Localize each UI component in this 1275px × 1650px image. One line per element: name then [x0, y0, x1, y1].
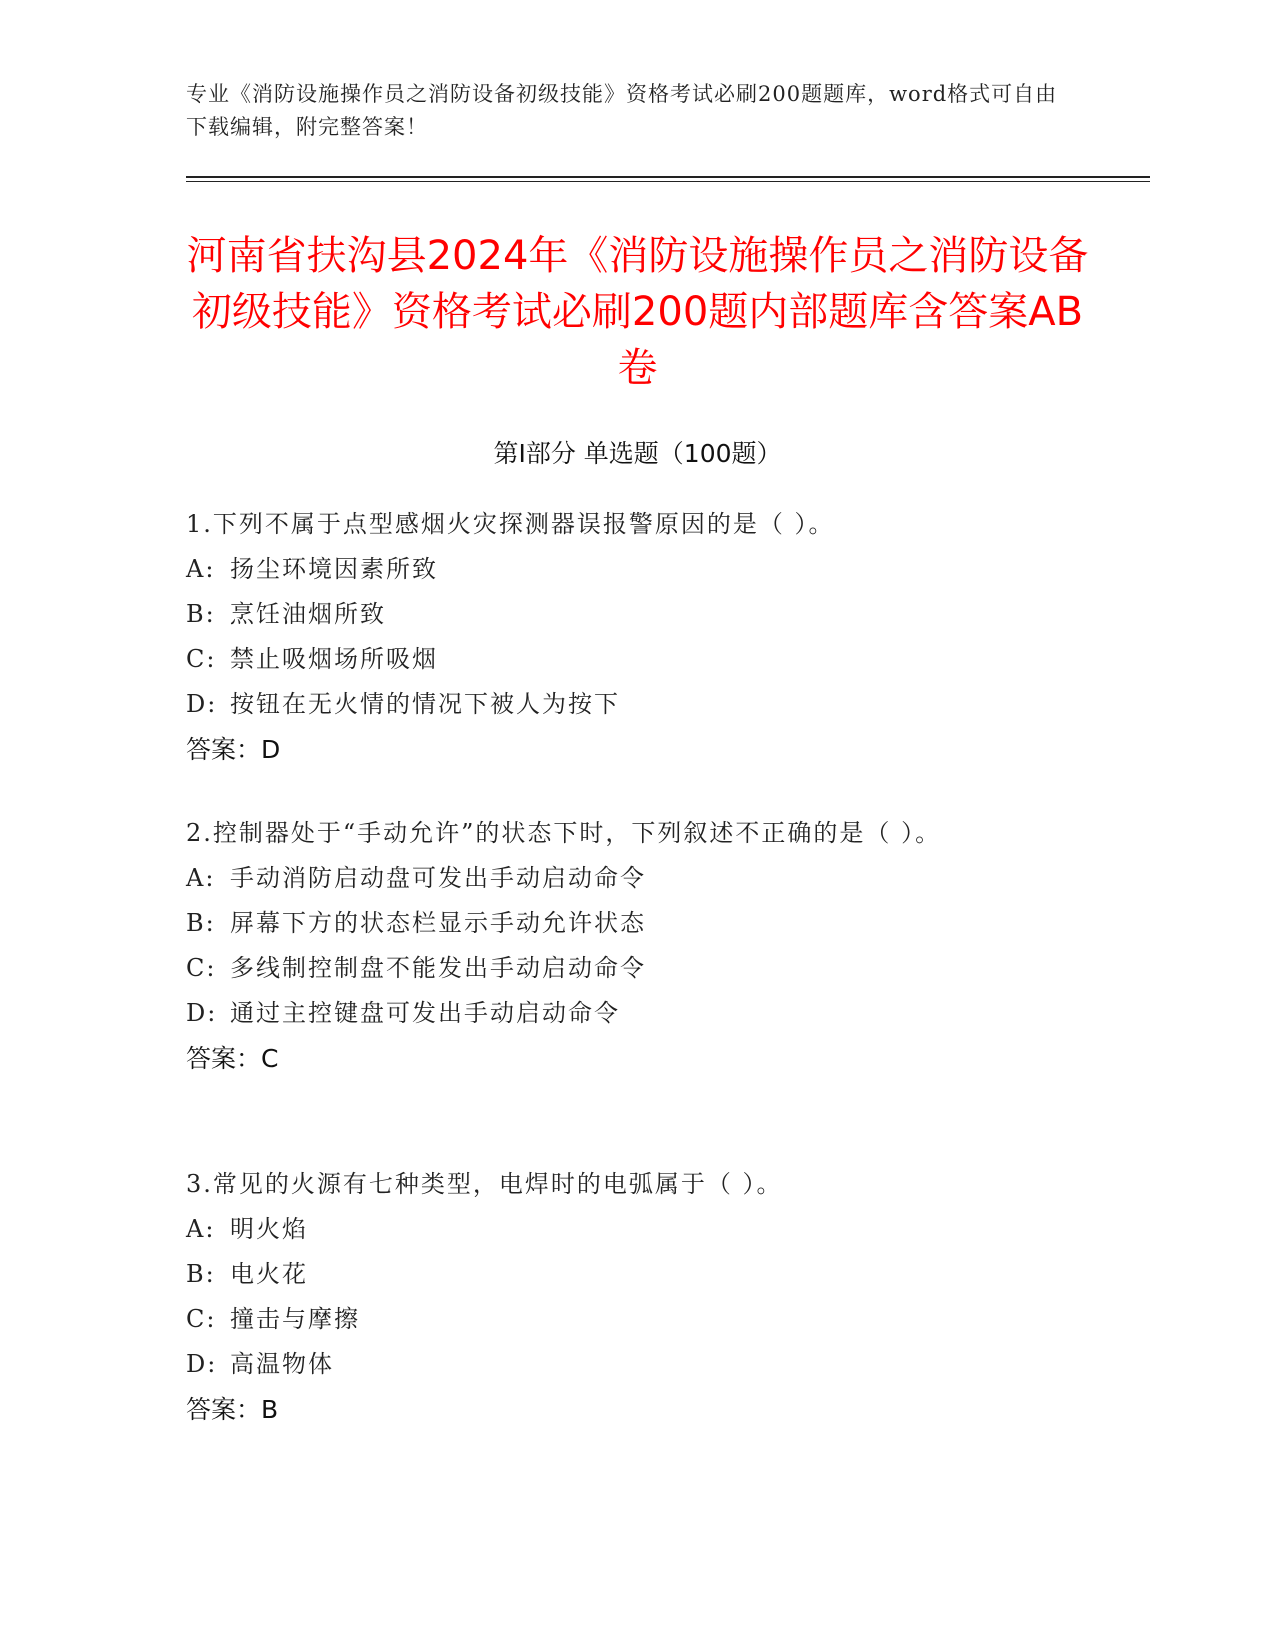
option-b — [186, 1252, 1066, 1297]
option-text: 明火焰 — [230, 1215, 308, 1243]
question-text: 3.常见的火源有七种类型，电焊时的电弧属于（ ）。 — [186, 1170, 783, 1198]
answer-label: 答案： — [186, 735, 262, 764]
option-key: C: — [186, 1305, 217, 1333]
option-text: 通过主控键盘可发出手动启动命令 — [230, 999, 620, 1027]
option-b — [186, 901, 1066, 946]
question-1 — [186, 502, 1066, 772]
option-key: B: — [186, 1260, 216, 1288]
option-a — [186, 1207, 1066, 1252]
option-key: C: — [186, 954, 217, 982]
option-key: B: — [186, 600, 216, 628]
option-key: D: — [186, 999, 218, 1027]
option-c — [186, 1297, 1066, 1342]
header-divider-thin — [186, 181, 1150, 182]
option-d — [186, 1342, 1066, 1387]
option-key: D: — [186, 690, 218, 718]
answer-line — [186, 727, 1066, 772]
option-key: B: — [186, 909, 216, 937]
option-a — [186, 547, 1066, 592]
question-2 — [186, 810, 1066, 1081]
option-key: C: — [186, 645, 217, 673]
option-key: A: — [186, 864, 216, 892]
answer-label: 答案： — [186, 1044, 262, 1073]
answer-value: B — [261, 1395, 279, 1424]
option-text: 多线制控制盘不能发出手动启动命令 — [230, 954, 646, 982]
header-note: 专业《消防设施操作员之消防设备初级技能》资格考试必刷200题题库，word格式可自由下载编辑，附完整答案！ — [186, 82, 1058, 139]
answer-value: C — [261, 1044, 279, 1073]
option-text: 手动消防启动盘可发出手动启动命令 — [230, 864, 646, 892]
option-c — [186, 637, 1066, 682]
option-d — [186, 991, 1066, 1036]
option-key: A: — [186, 555, 216, 583]
option-d — [186, 682, 1066, 727]
header-divider-thick — [186, 176, 1150, 178]
document-title: 河南省扶沟县2024年《消防设施操作员之消防设备初级技能》资格考试必刷200题内部题库含答案AB卷 — [186, 233, 1089, 391]
section-heading: 第Ⅰ部分 单选题（100题） — [493, 439, 782, 468]
question-text: 2.控制器处于“手动允许”的状态下时，下列叙述不正确的是（ ）。 — [186, 819, 942, 847]
option-key: D: — [186, 1350, 218, 1378]
option-b — [186, 592, 1066, 637]
answer-line — [186, 1036, 1066, 1081]
answer-line — [186, 1387, 1066, 1432]
option-text: 按钮在无火情的情况下被人为按下 — [230, 690, 620, 718]
option-text: 高温物体 — [230, 1350, 334, 1378]
option-text: 禁止吸烟场所吸烟 — [230, 645, 438, 673]
option-text: 撞击与摩擦 — [230, 1305, 360, 1333]
option-text: 扬尘环境因素所致 — [230, 555, 438, 583]
question-text: 1.下列不属于点型感烟火灾探测器误报警原因的是（ ）。 — [186, 510, 835, 538]
option-text: 屏幕下方的状态栏显示手动允许状态 — [230, 909, 646, 937]
answer-label: 答案： — [186, 1395, 262, 1424]
option-a — [186, 856, 1066, 901]
option-text: 烹饪油烟所致 — [230, 600, 386, 628]
option-text: 电火花 — [230, 1260, 308, 1288]
answer-value: D — [261, 735, 281, 764]
option-c — [186, 946, 1066, 991]
option-key: A: — [186, 1215, 216, 1243]
question-3 — [186, 1162, 1066, 1432]
